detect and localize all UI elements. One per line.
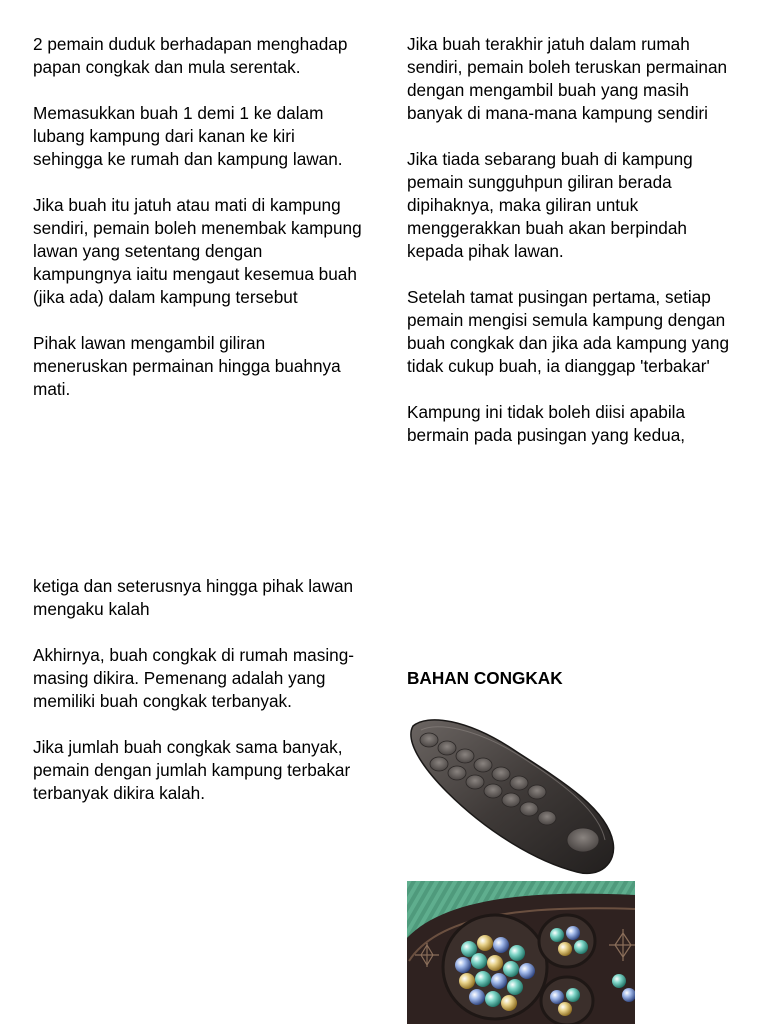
congkak-board-image [407,712,635,877]
left-column-bottom [33,575,363,828]
paragraph: ketiga dan seterusnya hingga pihak lawan mengaku kalah [33,576,354,619]
paragraph: 2 pemain duduk berhadapan menghadap papan congkak dan mula serentak. [33,34,348,77]
paragraph: Memasukkan buah 1 demi 1 ke dalam lubang kampung dari kanan ke kiri sehingga ke rumah dan kampung lawan. [33,103,343,169]
paragraph: Jika jumlah buah congkak sama banyak, pemain dengan jumlah kampung terbakar terbanyak dikira kalah. [33,737,351,803]
paragraph: Jika tiada sebarang buah di kampung pemain sungguhpun giliran berada dipihaknya, maka giliran untuk menggerakkan buah akan berpindah kepada pihak lawan. [407,149,693,261]
paragraph: Pihak lawan mengambil giliran meneruskan permainan hingga buahnya mati. [33,333,341,399]
paragraph: Kampung ini tidak boleh diisi apabila bermain pada pusingan yang kedua, [407,402,686,445]
left-column-top [33,33,363,424]
paragraph: Jika buah terakhir jatuh dalam rumah sendiri, pemain boleh teruskan permainan dengan mengambil buah yang masih banyak di mana-mana kampung sendiri [407,34,728,123]
congkak-marbles-image [407,881,635,1024]
paragraph: Akhirnya, buah congkak di rumah masing-masing dikira. Pemenang adalah yang memiliki buah congkak terbanyak. [33,645,354,711]
right-column-top [407,33,747,470]
paragraph: Setelah tamat pusingan pertama, setiap pemain mengisi semula kampung dengan buah congkak dan jika ada kampung yang tidak cukup buah, ia dianggap 'terbakar' [407,287,730,376]
section-heading: BAHAN CONGKAK [407,668,563,688]
paragraph: Jika buah itu jatuh atau mati di kampung sendiri, pemain boleh menembak kampung lawan yang setentang dengan kampungnya iaitu mengaut kesemua buah (jika ada) dalam kampung tersebut [33,195,362,307]
